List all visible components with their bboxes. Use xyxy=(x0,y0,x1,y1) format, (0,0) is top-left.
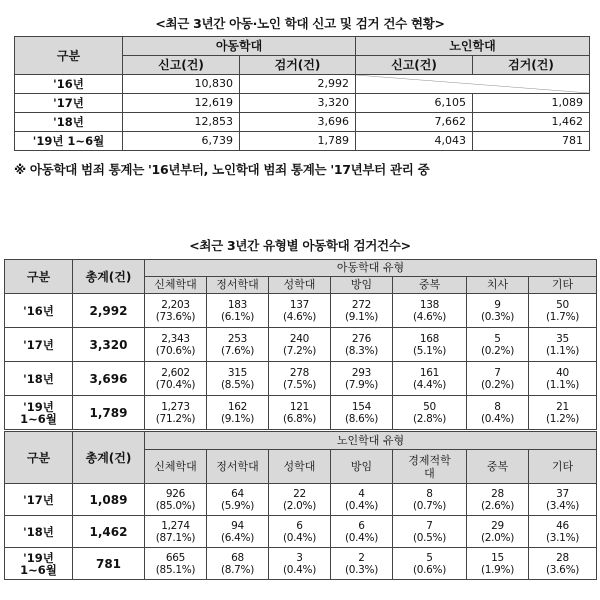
type-cell xyxy=(145,294,207,328)
type-cell xyxy=(393,294,467,328)
header-type: 치사 xyxy=(467,277,529,294)
type-cell xyxy=(145,328,207,362)
cell-percent: (8.6%) xyxy=(344,412,379,425)
row-year xyxy=(5,396,73,430)
header-child-abuse: 아동학대 xyxy=(123,37,356,56)
table-row xyxy=(5,294,597,328)
type-cell xyxy=(393,548,467,580)
cell-count: 315 xyxy=(227,366,248,379)
header-category: 구분 xyxy=(15,37,123,75)
cell-count: 8 xyxy=(494,400,501,413)
row-total: 1,789 xyxy=(73,396,145,430)
cell-count: 29 xyxy=(491,519,504,532)
cell-count: 162 xyxy=(227,400,248,413)
elder-report-value: 7,662 xyxy=(356,113,473,132)
header-elder-report: 신고(건) xyxy=(356,56,473,75)
cell-percent: (2.0%) xyxy=(480,531,515,544)
cell-percent: (8.3%) xyxy=(344,344,379,357)
type-cell xyxy=(269,548,331,580)
type-cell xyxy=(529,396,597,430)
cell-percent: (6.1%) xyxy=(220,310,255,323)
cell-count: 22 xyxy=(293,487,306,500)
cell-count: 1,273 xyxy=(161,400,190,413)
row-year-line1: '17년 xyxy=(23,492,54,507)
cell-count: 2,203 xyxy=(161,298,190,311)
cell-count: 21 xyxy=(556,400,569,413)
header-type: 방임 xyxy=(331,277,393,294)
header-type: 기타 xyxy=(529,277,597,294)
cell-percent: (71.2%) xyxy=(155,412,196,425)
type-cell xyxy=(145,516,207,548)
type-cell xyxy=(331,548,393,580)
child-arrest-value: 3,320 xyxy=(240,94,356,113)
header-category: 구분 xyxy=(5,432,73,484)
row-year-line2: 1~6월 xyxy=(20,411,57,426)
row-year xyxy=(5,484,73,516)
type-cell xyxy=(393,516,467,548)
report-arrest-table xyxy=(14,36,590,151)
cell-percent: (2.8%) xyxy=(412,412,447,425)
cell-count: 154 xyxy=(351,400,372,413)
table-row xyxy=(15,75,590,94)
elder-report-value: 6,105 xyxy=(356,94,473,113)
child-arrest-value: 3,696 xyxy=(240,113,356,132)
cell-percent: (0.4%) xyxy=(480,412,515,425)
row-total: 781 xyxy=(73,548,145,580)
cell-percent: (0.6%) xyxy=(412,563,447,576)
row-year-line1: '16년 xyxy=(23,303,54,318)
cell-count: 37 xyxy=(556,487,569,500)
cell-count: 4 xyxy=(358,487,365,500)
cell-percent: (7.9%) xyxy=(344,378,379,391)
type-cell xyxy=(145,396,207,430)
cell-count: 46 xyxy=(556,519,569,532)
cell-count: 137 xyxy=(289,298,310,311)
type-cell xyxy=(529,294,597,328)
cell-percent: (4.6%) xyxy=(282,310,317,323)
elder-arrest-value: 1,462 xyxy=(473,113,590,132)
cell-count: 64 xyxy=(231,487,244,500)
type-cell xyxy=(207,484,269,516)
row-year-line1: '19년 xyxy=(23,550,54,565)
cell-count: 926 xyxy=(165,487,186,500)
header-econ-line2: 대 xyxy=(424,466,435,480)
cell-count: 40 xyxy=(556,366,569,379)
type-cell xyxy=(529,328,597,362)
table-row xyxy=(15,132,590,151)
cell-percent: (70.4%) xyxy=(155,378,196,391)
cell-percent: (7.6%) xyxy=(220,344,255,357)
type-cell xyxy=(207,328,269,362)
cell-count: 665 xyxy=(165,551,186,564)
cell-count: 6 xyxy=(358,519,365,532)
cell-percent: (1.9%) xyxy=(480,563,515,576)
child-report-value: 10,830 xyxy=(123,75,240,94)
not-applicable-cell xyxy=(356,75,590,94)
row-total: 3,696 xyxy=(73,362,145,396)
row-total: 1,462 xyxy=(73,516,145,548)
type-cell xyxy=(269,396,331,430)
type-cell xyxy=(529,548,597,580)
header-econ-line1: 경제적학 xyxy=(408,453,451,467)
cell-count: 9 xyxy=(494,298,501,311)
cell-percent: (85.0%) xyxy=(155,499,196,512)
table2-title: <최근 3년간 유형별 아동학대 검거건수> xyxy=(189,238,411,253)
cell-percent: (0.3%) xyxy=(480,310,515,323)
row-year xyxy=(5,362,73,396)
cell-count: 6 xyxy=(296,519,303,532)
cell-count: 28 xyxy=(556,551,569,564)
row-year xyxy=(5,548,73,580)
table-row xyxy=(5,516,597,548)
cell-percent: (73.6%) xyxy=(155,310,196,323)
cell-percent: (5.9%) xyxy=(220,499,255,512)
cell-percent: (6.4%) xyxy=(220,531,255,544)
type-cell xyxy=(393,328,467,362)
cell-percent: (1.7%) xyxy=(545,310,580,323)
type-cell xyxy=(393,484,467,516)
child-report-value: 12,853 xyxy=(123,113,240,132)
cell-count: 2,343 xyxy=(161,332,190,345)
child-arrest-value: 2,992 xyxy=(240,75,356,94)
type-cell xyxy=(269,484,331,516)
row-year xyxy=(5,328,73,362)
type-cell xyxy=(467,396,529,430)
header-type: 신체학대 xyxy=(145,277,207,294)
table-row xyxy=(5,484,597,516)
cell-count: 1,274 xyxy=(161,519,190,532)
table-row xyxy=(5,396,597,430)
cell-percent: (4.6%) xyxy=(412,310,447,323)
cell-count: 161 xyxy=(419,366,440,379)
row-year xyxy=(5,294,73,328)
type-cell xyxy=(331,362,393,396)
cell-count: 240 xyxy=(289,332,310,345)
cell-percent: (0.3%) xyxy=(344,563,379,576)
cell-percent: (9.1%) xyxy=(344,310,379,323)
type-cell xyxy=(207,294,269,328)
type-cell xyxy=(331,516,393,548)
cell-count: 278 xyxy=(289,366,310,379)
type-cell xyxy=(529,516,597,548)
header-type: 신체학대 xyxy=(145,450,207,484)
cell-percent: (1.1%) xyxy=(545,378,580,391)
cell-count: 121 xyxy=(289,400,310,413)
cell-count: 35 xyxy=(556,332,569,345)
row-total: 3,320 xyxy=(73,328,145,362)
cell-percent: (0.2%) xyxy=(480,344,515,357)
type-cell xyxy=(331,294,393,328)
cell-count: 50 xyxy=(556,298,569,311)
cell-count: 276 xyxy=(351,332,372,345)
child-report-value: 6,739 xyxy=(123,132,240,151)
footnote: ※ 아동학대 범죄 통계는 '16년부터, 노인학대 범죄 통계는 '17년부터 관리 중 xyxy=(14,162,430,177)
type-cell xyxy=(269,294,331,328)
cell-count: 272 xyxy=(351,298,372,311)
row-year-line1: '19년 xyxy=(23,399,54,414)
row-total: 2,992 xyxy=(73,294,145,328)
cell-count: 2,602 xyxy=(161,366,190,379)
cell-count: 293 xyxy=(351,366,372,379)
cell-percent: (6.8%) xyxy=(282,412,317,425)
header-type: 정서학대 xyxy=(207,277,269,294)
type-cell xyxy=(331,396,393,430)
cell-percent: (0.4%) xyxy=(282,531,317,544)
table-row xyxy=(5,548,597,580)
type-cell xyxy=(269,328,331,362)
cell-count: 2 xyxy=(358,551,365,564)
header-type: 정서학대 xyxy=(207,450,269,484)
row-year-line1: '18년 xyxy=(23,371,54,386)
header-child-abuse-type: 아동학대 유형 xyxy=(145,260,597,277)
row-year xyxy=(5,516,73,548)
cell-percent: (70.6%) xyxy=(155,344,196,357)
cell-count: 5 xyxy=(426,551,433,564)
cell-count: 94 xyxy=(231,519,244,532)
type-cell xyxy=(467,328,529,362)
cell-percent: (5.1%) xyxy=(412,344,447,357)
cell-percent: (7.2%) xyxy=(282,344,317,357)
table-row xyxy=(5,328,597,362)
elder-report-value: 4,043 xyxy=(356,132,473,151)
cell-count: 253 xyxy=(227,332,248,345)
type-cell xyxy=(529,484,597,516)
child-abuse-type-table xyxy=(4,259,597,430)
table-row xyxy=(5,362,597,396)
type-cell xyxy=(207,516,269,548)
elder-abuse-type-table xyxy=(4,431,597,580)
type-cell xyxy=(467,362,529,396)
cell-count: 15 xyxy=(491,551,504,564)
cell-count: 5 xyxy=(494,332,501,345)
header-type: 성학대 xyxy=(269,450,331,484)
header-type: 중복 xyxy=(467,450,529,484)
type-cell xyxy=(529,362,597,396)
header-type: 성학대 xyxy=(269,277,331,294)
cell-percent: (1.2%) xyxy=(545,412,580,425)
cell-count: 3 xyxy=(296,551,303,564)
table1-title: <최근 3년간 아동·노인 학대 신고 및 검거 건수 현황> xyxy=(155,16,445,31)
cell-percent: (9.1%) xyxy=(220,412,255,425)
type-cell xyxy=(393,396,467,430)
header-elder-arrest: 검거(건) xyxy=(473,56,590,75)
row-total: 1,089 xyxy=(73,484,145,516)
cell-percent: (2.0%) xyxy=(282,499,317,512)
type-cell xyxy=(269,516,331,548)
cell-percent: (7.5%) xyxy=(282,378,317,391)
cell-percent: (4.4%) xyxy=(412,378,447,391)
cell-percent: (0.2%) xyxy=(480,378,515,391)
row-year-line2: 1~6월 xyxy=(20,562,57,577)
cell-percent: (3.4%) xyxy=(545,499,580,512)
cell-percent: (87.1%) xyxy=(155,531,196,544)
header-type: 방임 xyxy=(331,450,393,484)
header-category: 구분 xyxy=(5,260,73,294)
row-year: '18년 xyxy=(15,113,123,132)
header-type-economic xyxy=(393,450,467,484)
type-cell xyxy=(467,548,529,580)
child-arrest-value: 1,789 xyxy=(240,132,356,151)
type-cell xyxy=(467,516,529,548)
header-total: 총계(건) xyxy=(73,260,145,294)
cell-percent: (3.1%) xyxy=(545,531,580,544)
header-elder-abuse: 노인학대 xyxy=(356,37,590,56)
type-cell xyxy=(467,294,529,328)
cell-percent: (8.7%) xyxy=(220,563,255,576)
cell-percent: (1.1%) xyxy=(545,344,580,357)
cell-percent: (8.5%) xyxy=(220,378,255,391)
cell-count: 183 xyxy=(227,298,248,311)
cell-percent: (0.4%) xyxy=(344,499,379,512)
type-cell xyxy=(207,396,269,430)
type-cell xyxy=(207,548,269,580)
elder-arrest-value: 1,089 xyxy=(473,94,590,113)
cell-percent: (3.6%) xyxy=(545,563,580,576)
row-year: '19년 1~6월 xyxy=(15,132,123,151)
type-cell xyxy=(331,484,393,516)
cell-count: 168 xyxy=(419,332,440,345)
row-year-line1: '17년 xyxy=(23,337,54,352)
cell-count: 28 xyxy=(491,487,504,500)
type-cell xyxy=(269,362,331,396)
type-cell xyxy=(467,484,529,516)
child-report-value: 12,619 xyxy=(123,94,240,113)
elder-arrest-value: 781 xyxy=(473,132,590,151)
cell-count: 50 xyxy=(423,400,436,413)
table-row xyxy=(15,94,590,113)
type-cell xyxy=(145,548,207,580)
type-cell xyxy=(207,362,269,396)
header-child-report: 신고(건) xyxy=(123,56,240,75)
row-year: '17년 xyxy=(15,94,123,113)
type-cell xyxy=(331,328,393,362)
row-year: '16년 xyxy=(15,75,123,94)
header-type: 중복 xyxy=(393,277,467,294)
cell-percent: (85.1%) xyxy=(155,563,196,576)
header-elder-abuse-type: 노인학대 유형 xyxy=(145,432,597,450)
cell-percent: (2.6%) xyxy=(480,499,515,512)
cell-percent: (0.7%) xyxy=(412,499,447,512)
header-type: 기타 xyxy=(529,450,597,484)
cell-count: 138 xyxy=(419,298,440,311)
row-year-line1: '18년 xyxy=(23,524,54,539)
cell-percent: (0.5%) xyxy=(412,531,447,544)
type-cell xyxy=(393,362,467,396)
header-child-arrest: 검거(건) xyxy=(240,56,356,75)
type-cell xyxy=(145,362,207,396)
diagonal-line xyxy=(356,75,589,93)
table-row xyxy=(15,113,590,132)
cell-count: 7 xyxy=(494,366,501,379)
cell-count: 68 xyxy=(231,551,244,564)
cell-count: 7 xyxy=(426,519,433,532)
cell-percent: (0.4%) xyxy=(344,531,379,544)
type-cell xyxy=(145,484,207,516)
cell-percent: (0.4%) xyxy=(282,563,317,576)
header-total: 총계(건) xyxy=(73,432,145,484)
cell-count: 8 xyxy=(426,487,433,500)
